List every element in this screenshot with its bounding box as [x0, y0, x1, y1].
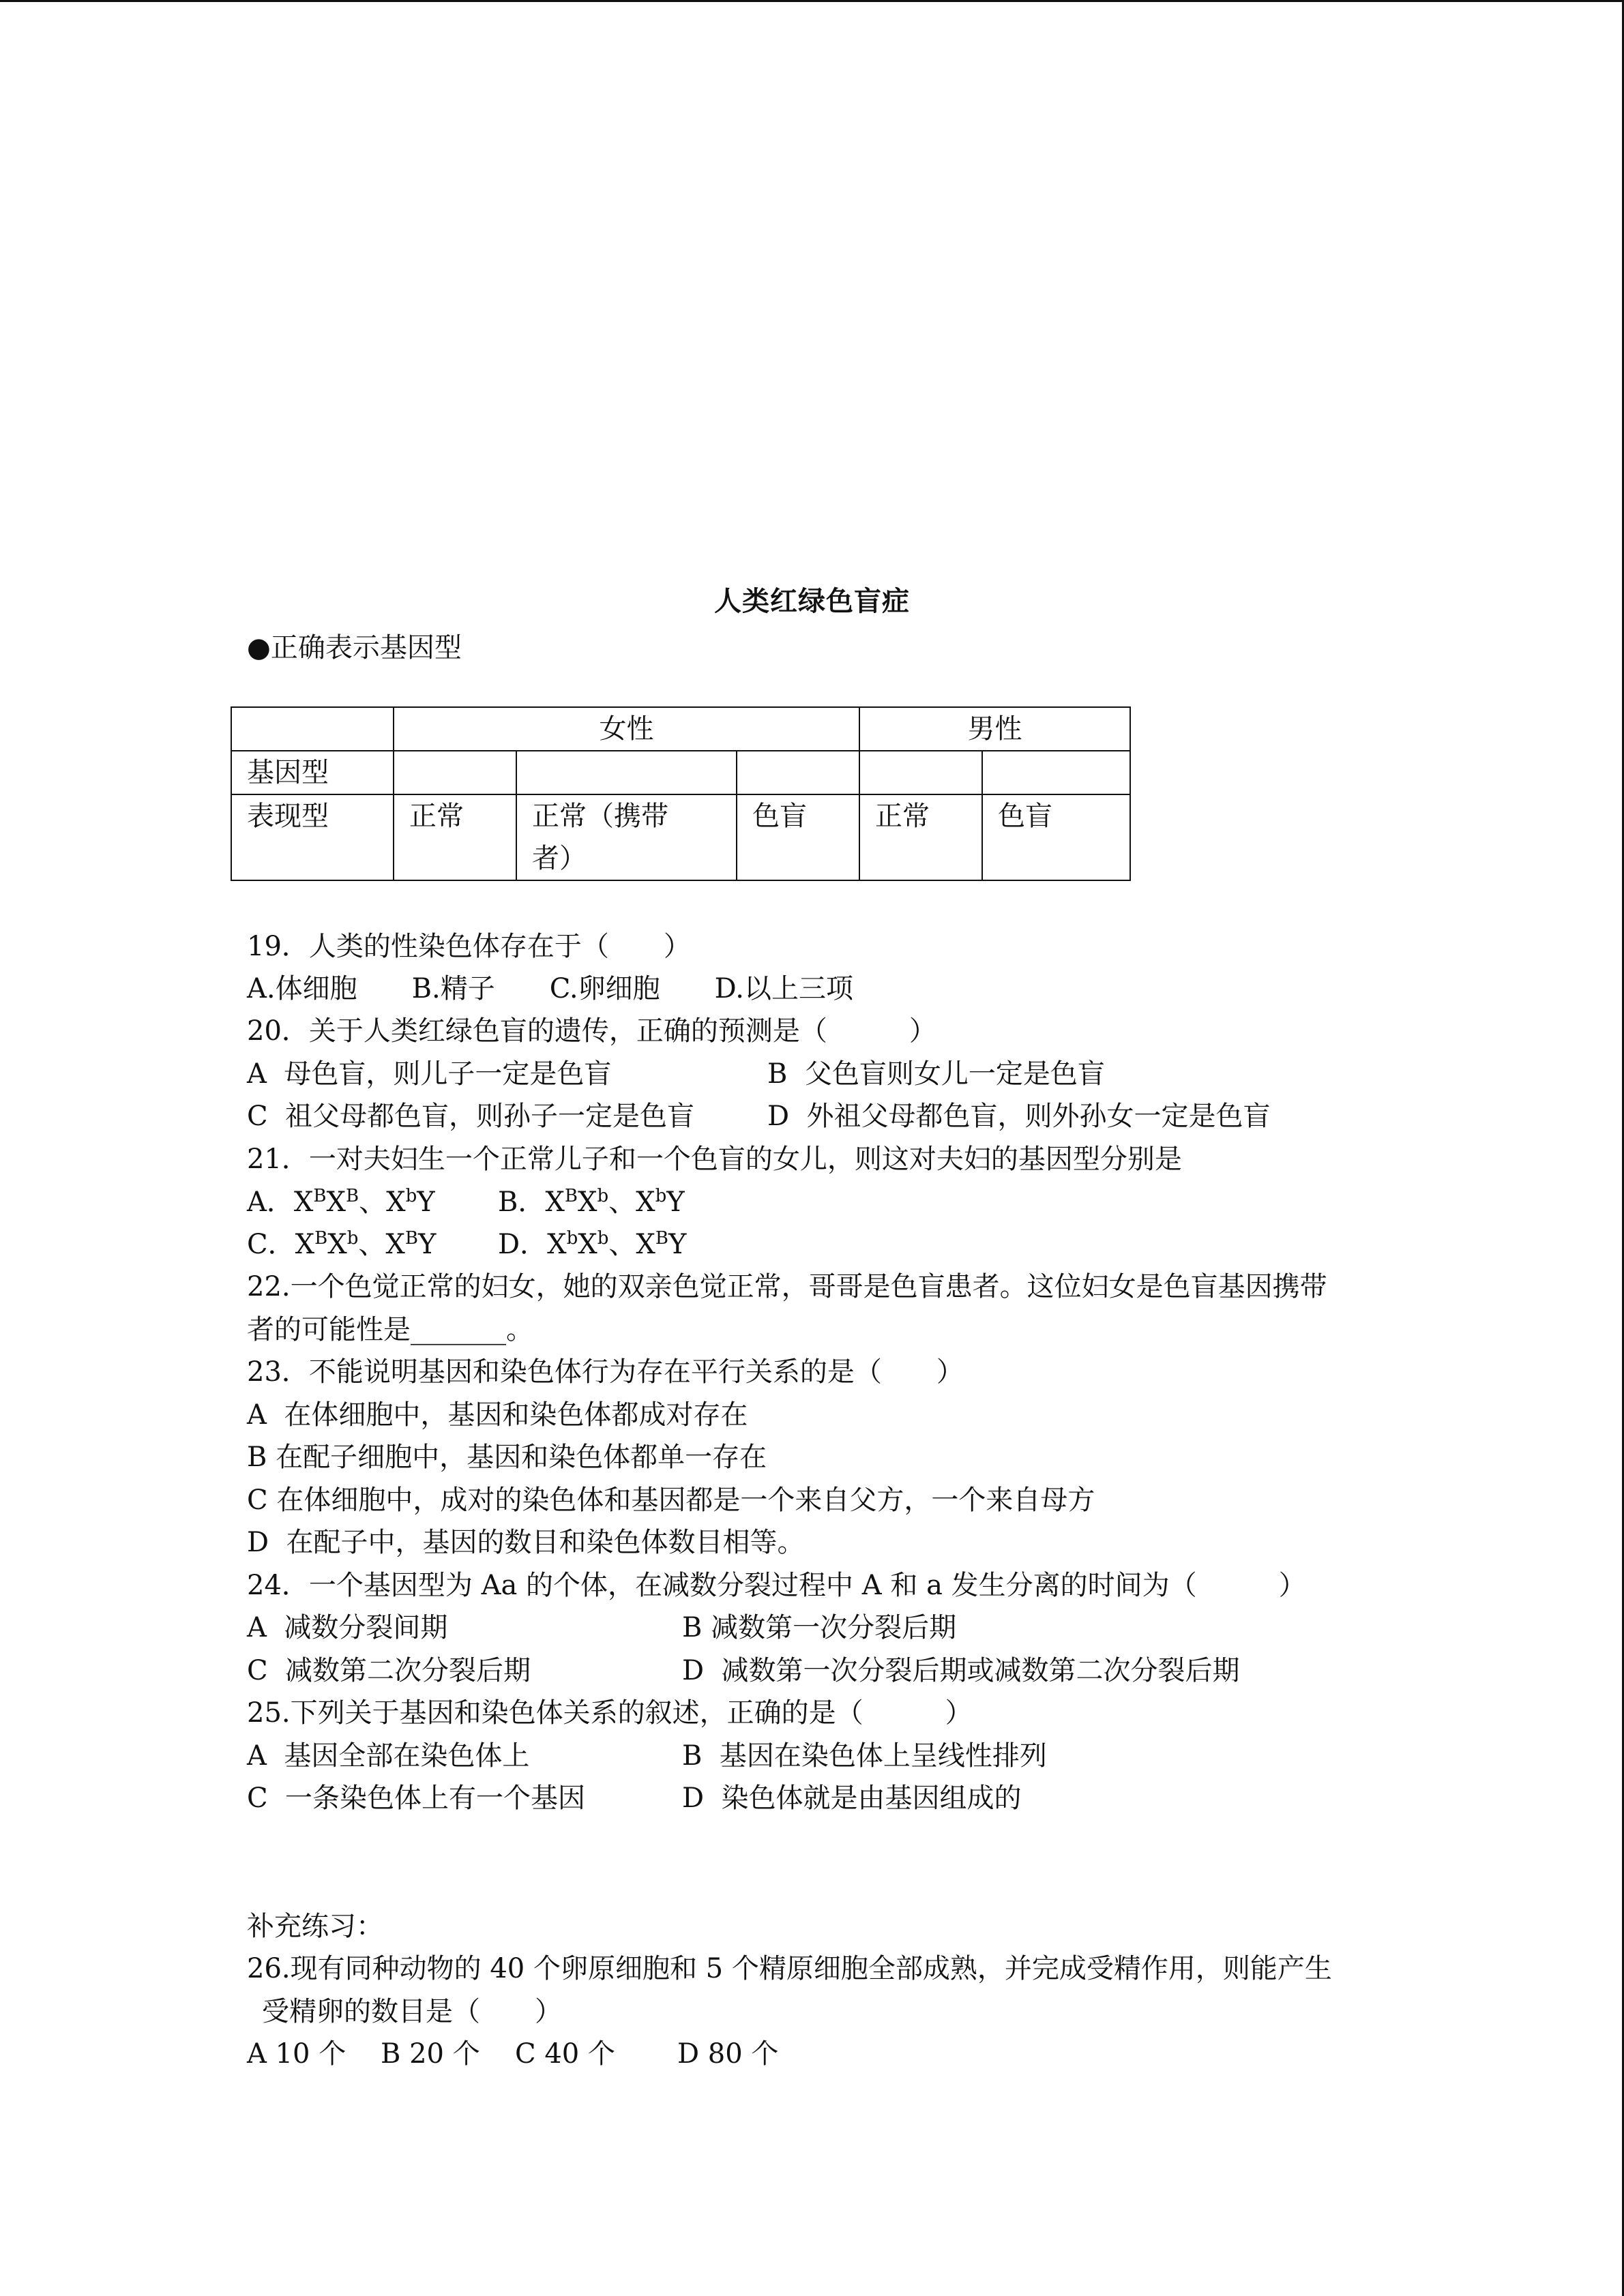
- table-row: [231, 751, 1130, 794]
- question-24-option-b: B 减数第一次分裂后期: [682, 1612, 957, 1643]
- row-label-genotype: 基因型: [231, 751, 394, 794]
- row-label-phenotype: 表现型: [231, 794, 394, 880]
- table-cell-empty: [231, 707, 394, 751]
- question-25-option-c: C 一条染色体上有一个基因: [247, 1783, 586, 1814]
- question-20-stem: 20．关于人类红绿色盲的遗传，正确的预测是（ ）: [247, 1015, 936, 1047]
- table-row: [231, 794, 1130, 880]
- question-24-option-d: D 减数第一次分裂后期或减数第二次分裂后期: [682, 1655, 1240, 1686]
- phenotype-cell: 色盲: [737, 794, 859, 880]
- question-19-stem: 19．人类的性染色体存在于（ ）: [247, 931, 691, 962]
- genotype-table: [231, 706, 1131, 881]
- question-25-option-a: A 基因全部在染色体上: [247, 1740, 530, 1772]
- table-row: [231, 707, 1130, 751]
- question-19-options: A.体细胞 B.精子 C.卵细胞 D.以上三项: [247, 973, 853, 1004]
- question-25-option-b: B 基因在染色体上呈线性排列: [682, 1740, 1047, 1772]
- question-23-option-a: A 在体细胞中，基因和染色体都成对存在: [247, 1399, 748, 1431]
- header-male: 男性: [859, 707, 1130, 751]
- phenotype-text: 正常（携带: [532, 801, 668, 832]
- phenotype-cell: [516, 794, 737, 880]
- question-21-option-c: C．$X^BX^b$、$X^BY$: [247, 1228, 437, 1260]
- section-heading: ●正确表示基因型: [247, 632, 462, 664]
- genotype-cell: [516, 751, 737, 794]
- phenotype-text: 者）: [532, 843, 587, 874]
- question-26-line-2: 受精卵的数目是（ ）: [262, 1996, 562, 2027]
- question-20-option-a: A 母色盲，则儿子一定是色盲: [247, 1058, 612, 1090]
- genotype-cell: [394, 751, 516, 794]
- supplement-heading: 补充练习：: [247, 1911, 383, 1942]
- genotype-cell: [859, 751, 982, 794]
- question-26-option-c: C 40 个: [515, 2038, 615, 2070]
- question-20-option-b: B 父色盲则女儿一定是色盲: [767, 1058, 1105, 1090]
- phenotype-cell: 正常: [859, 794, 982, 880]
- question-21-option-a: A．$X^BX^B$、$X^bY$: [247, 1186, 435, 1218]
- question-26-option-b: B 20 个: [381, 2038, 480, 2070]
- genotype-cell: [982, 751, 1130, 794]
- top-border: [0, 0, 1624, 2]
- question-23-option-c: C 在体细胞中，成对的染色体和基因都是一个来自父方，一个来自母方: [247, 1485, 1095, 1516]
- question-24-option-c: C 减数第二次分裂后期: [247, 1655, 531, 1686]
- phenotype-cell: 色盲: [982, 794, 1130, 880]
- question-25-stem: 25.下列关于基因和染色体关系的叙述，正确的是（ ）: [247, 1697, 973, 1729]
- question-20-option-d: D 外祖父母都色盲，则外孙女一定是色盲: [767, 1101, 1271, 1132]
- question-26-option-a: A 10 个: [247, 2038, 346, 2070]
- question-25-option-d: D 染色体就是由基因组成的: [682, 1783, 1022, 1814]
- phenotype-cell: 正常: [394, 794, 516, 880]
- genotype-cell: [737, 751, 859, 794]
- question-26-line-1: 26.现有同种动物的 40 个卵原细胞和 5 个精原细胞全部成熟，并完成受精作用，则能产生: [247, 1953, 1332, 1984]
- header-female: 女性: [394, 707, 859, 751]
- question-23-stem: 23．不能说明基因和染色体行为存在平行关系的是（ ）: [247, 1356, 964, 1388]
- question-24-option-a: A 减数分裂间期: [247, 1612, 448, 1643]
- page-title: 人类红绿色盲症: [714, 585, 910, 617]
- question-21-option-d: D．$X^bX^b$、$X^BY$: [498, 1228, 687, 1260]
- question-22-line-2: 者的可能性是_______。: [247, 1314, 533, 1345]
- question-26-option-d: D 80 个: [677, 2038, 779, 2070]
- question-21-stem: 21．一对夫妇生一个正常儿子和一个色盲的女儿，则这对夫妇的基因型分别是: [247, 1144, 1182, 1175]
- question-23-option-b: B 在配子细胞中，基因和染色体都单一存在: [247, 1442, 767, 1473]
- question-21-option-b: B．$X^BX^b$、$X^bY$: [498, 1186, 685, 1218]
- question-22-line-1: 22.一个色觉正常的妇女，她的双亲色觉正常，哥哥是色盲患者。这位妇女是色盲基因携带: [247, 1271, 1327, 1302]
- question-20-option-c: C 祖父母都色盲，则孙子一定是色盲: [247, 1101, 695, 1132]
- question-23-option-d: D 在配子中，基因的数目和染色体数目相等。: [247, 1527, 805, 1558]
- question-24-stem: 24．一个基因型为 Aa 的个体，在减数分裂过程中 A 和 a 发生分离的时间为（ ）: [247, 1570, 1306, 1601]
